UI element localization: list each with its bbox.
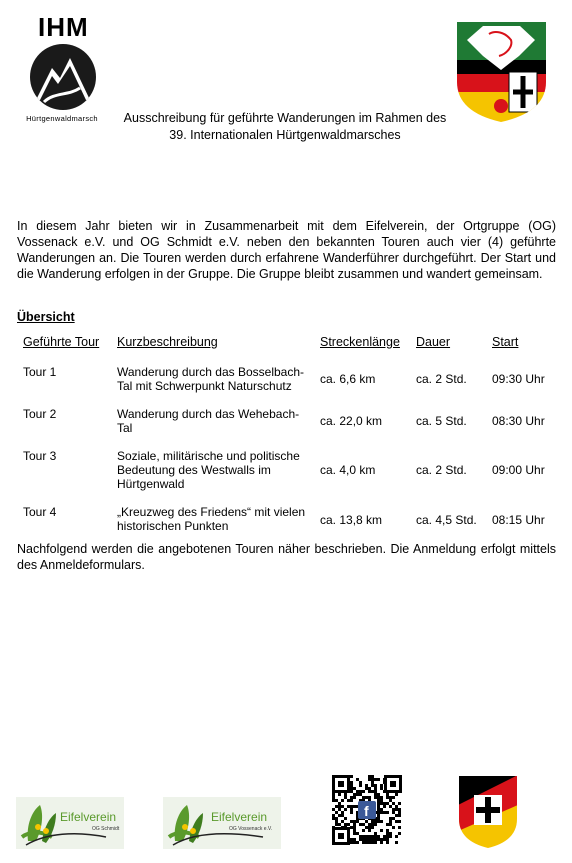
outro-paragraph: Nachfolgend werden die angebotenen Touren näher beschrieben. Die Anmeldung erfolgt mittels des Anmeldeformulars. xyxy=(17,542,556,572)
tour-start: 08:30 Uhr xyxy=(492,414,545,428)
tour-length: ca. 22,0 km xyxy=(320,414,383,428)
tour-name: Tour 3 xyxy=(23,449,57,463)
page-title-line1: Ausschreibung für geführte Wanderungen im Rahmen des xyxy=(123,111,447,125)
column-header-duration: Dauer xyxy=(416,335,451,349)
eifelverein-schmidt-title: Eifelverein xyxy=(60,810,117,824)
tour-start: 08:15 Uhr xyxy=(492,513,545,527)
page-title xyxy=(110,110,460,144)
ihm-logo-text: IHM xyxy=(38,12,89,42)
tour-name: Tour 2 xyxy=(23,407,57,421)
tour-description: Wanderung durch das Wehebach-Tal xyxy=(117,407,300,435)
tour-duration: ca. 5 Std. xyxy=(416,414,467,428)
mountain-emblem-icon xyxy=(30,44,96,110)
eifelverein-vossenack-logo xyxy=(163,797,281,849)
ihm-logo-caption: Hürtgenwaldmarsch xyxy=(26,114,98,123)
overview-heading: Übersicht xyxy=(17,310,75,324)
tour-length: ca. 6,6 km xyxy=(320,372,376,386)
tour-duration: ca. 2 Std. xyxy=(416,463,467,477)
column-header-tour: Geführte Tour xyxy=(23,335,100,349)
column-header-start: Start xyxy=(492,335,519,349)
tour-description: Wanderung durch das Bosselbach-Tal mit Schwerpunkt Naturschutz xyxy=(117,365,304,393)
tour-name: Tour 4 xyxy=(23,505,57,519)
tour-description: Soziale, militärische und politische Bedeutung des Westwalls im Hürtgenwald xyxy=(117,449,300,491)
column-header-length: Streckenlänge xyxy=(320,335,400,349)
column-header-description: Kurzbeschreibung xyxy=(117,335,218,349)
facebook-icon xyxy=(358,801,376,819)
tour-name: Tour 1 xyxy=(23,365,57,379)
eifelverein-vossenack-subtitle: OG Vossenack e.V. xyxy=(229,826,273,832)
tour-length: ca. 13,8 km xyxy=(320,513,383,527)
ihm-logo xyxy=(14,8,110,128)
bundeswehr-crest-icon xyxy=(458,775,518,849)
eifelverein-schmidt-logo xyxy=(16,797,124,849)
qr-code[interactable] xyxy=(330,773,404,847)
page-title-line2: 39. Internationalen Hürtgenwaldmarsches xyxy=(169,128,401,142)
eifelverein-schmidt-subtitle: OG Schmidt xyxy=(92,826,120,832)
tour-start: 09:00 Uhr xyxy=(492,463,545,477)
nrw-crest-icon xyxy=(455,20,548,124)
tour-description: „Kreuzweg des Friedens“ mit vielen historischen Punkten xyxy=(117,505,306,533)
tour-duration: ca. 4,5 Std. xyxy=(416,513,477,527)
svg-text:f: f xyxy=(364,803,369,819)
tour-length: ca. 4,0 km xyxy=(320,463,376,477)
tour-start: 09:30 Uhr xyxy=(492,372,545,386)
tour-duration: ca. 2 Std. xyxy=(416,372,467,386)
intro-paragraph: In diesem Jahr bieten wir in Zusammenarbeit mit dem Eifelverein, der Ortgruppe (OG) Vossenack e.V. und OG Schmidt e.V. neben den bekannten Touren auch vier (4) geführte Wanderungen an. Die Touren werden durch erfahrene Wanderführer durchgeführt. Der Start und die Wanderung erfolgen in der Gruppe. Die Gruppe bleibt zusammen und wandert gemeinsam. xyxy=(17,219,556,281)
eifelverein-vossenack-title: Eifelverein xyxy=(211,810,268,824)
